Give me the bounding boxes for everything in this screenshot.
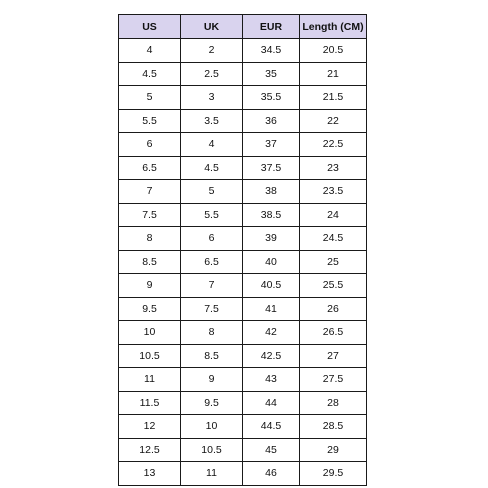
- table-row: [119, 109, 367, 133]
- table-row: [119, 415, 367, 439]
- cell-eur: 35: [243, 62, 300, 86]
- cell-eur: 36: [243, 109, 300, 133]
- cell-uk: 5.5: [181, 203, 243, 227]
- table-row: [119, 438, 367, 462]
- cell-eur: 45: [243, 438, 300, 462]
- cell-length-cm: 22: [300, 109, 367, 133]
- cell-length-cm: 24: [300, 203, 367, 227]
- cell-eur: 37.5: [243, 156, 300, 180]
- cell-us: 8.5: [119, 250, 181, 274]
- cell-us: 5.5: [119, 109, 181, 133]
- cell-us: 11: [119, 368, 181, 392]
- cell-eur: 40.5: [243, 274, 300, 298]
- cell-us: 10: [119, 321, 181, 345]
- table-row: [119, 250, 367, 274]
- table-row: [119, 203, 367, 227]
- cell-uk: 5: [181, 180, 243, 204]
- cell-eur: 46: [243, 462, 300, 486]
- cell-length-cm: 28: [300, 391, 367, 415]
- cell-length-cm: 26: [300, 297, 367, 321]
- cell-uk: 11: [181, 462, 243, 486]
- cell-uk: 2: [181, 39, 243, 63]
- cell-length-cm: 26.5: [300, 321, 367, 345]
- table-row: [119, 180, 367, 204]
- cell-length-cm: 27.5: [300, 368, 367, 392]
- cell-us: 4: [119, 39, 181, 63]
- cell-us: 8: [119, 227, 181, 251]
- cell-length-cm: 21: [300, 62, 367, 86]
- cell-uk: 4: [181, 133, 243, 157]
- cell-us: 6.5: [119, 156, 181, 180]
- cell-eur: 37: [243, 133, 300, 157]
- cell-eur: 42: [243, 321, 300, 345]
- cell-uk: 8.5: [181, 344, 243, 368]
- table-header-row: [119, 15, 367, 39]
- table-row: [119, 39, 367, 63]
- cell-eur: 38: [243, 180, 300, 204]
- cell-uk: 9.5: [181, 391, 243, 415]
- table-row: [119, 297, 367, 321]
- cell-uk: 4.5: [181, 156, 243, 180]
- table-row: [119, 368, 367, 392]
- cell-length-cm: 25: [300, 250, 367, 274]
- header-eur: EUR: [243, 15, 300, 39]
- cell-us: 7: [119, 180, 181, 204]
- cell-uk: 10.5: [181, 438, 243, 462]
- cell-eur: 35.5: [243, 86, 300, 110]
- cell-uk: 7: [181, 274, 243, 298]
- table-row: [119, 156, 367, 180]
- header-us: US: [119, 15, 181, 39]
- cell-uk: 2.5: [181, 62, 243, 86]
- table-row: [119, 62, 367, 86]
- cell-uk: 6.5: [181, 250, 243, 274]
- cell-length-cm: 23: [300, 156, 367, 180]
- cell-us: 6: [119, 133, 181, 157]
- cell-uk: 6: [181, 227, 243, 251]
- cell-uk: 3.5: [181, 109, 243, 133]
- table-row: [119, 462, 367, 486]
- cell-length-cm: 28.5: [300, 415, 367, 439]
- cell-eur: 42.5: [243, 344, 300, 368]
- cell-uk: 8: [181, 321, 243, 345]
- table-row: [119, 391, 367, 415]
- header-length-cm: Length (CM): [300, 15, 367, 39]
- cell-us: 9.5: [119, 297, 181, 321]
- cell-us: 12: [119, 415, 181, 439]
- table-row: [119, 321, 367, 345]
- cell-length-cm: 25.5: [300, 274, 367, 298]
- cell-length-cm: 21.5: [300, 86, 367, 110]
- cell-eur: 43: [243, 368, 300, 392]
- table-row: [119, 86, 367, 110]
- cell-eur: 44: [243, 391, 300, 415]
- size-chart-table: [118, 14, 367, 486]
- table-row: [119, 227, 367, 251]
- cell-eur: 39: [243, 227, 300, 251]
- cell-uk: 3: [181, 86, 243, 110]
- cell-us: 4.5: [119, 62, 181, 86]
- cell-us: 9: [119, 274, 181, 298]
- cell-length-cm: 22.5: [300, 133, 367, 157]
- cell-eur: 44.5: [243, 415, 300, 439]
- cell-length-cm: 23.5: [300, 180, 367, 204]
- cell-length-cm: 29: [300, 438, 367, 462]
- cell-uk: 9: [181, 368, 243, 392]
- cell-length-cm: 29.5: [300, 462, 367, 486]
- cell-us: 5: [119, 86, 181, 110]
- table-row: [119, 344, 367, 368]
- cell-length-cm: 24.5: [300, 227, 367, 251]
- cell-length-cm: 27: [300, 344, 367, 368]
- cell-us: 7.5: [119, 203, 181, 227]
- cell-us: 13: [119, 462, 181, 486]
- table-row: [119, 133, 367, 157]
- cell-eur: 34.5: [243, 39, 300, 63]
- cell-us: 12.5: [119, 438, 181, 462]
- cell-uk: 7.5: [181, 297, 243, 321]
- table-row: [119, 274, 367, 298]
- cell-us: 10.5: [119, 344, 181, 368]
- cell-us: 11.5: [119, 391, 181, 415]
- cell-eur: 38.5: [243, 203, 300, 227]
- cell-eur: 40: [243, 250, 300, 274]
- table-body: [119, 39, 367, 486]
- cell-eur: 41: [243, 297, 300, 321]
- cell-length-cm: 20.5: [300, 39, 367, 63]
- cell-uk: 10: [181, 415, 243, 439]
- header-uk: UK: [181, 15, 243, 39]
